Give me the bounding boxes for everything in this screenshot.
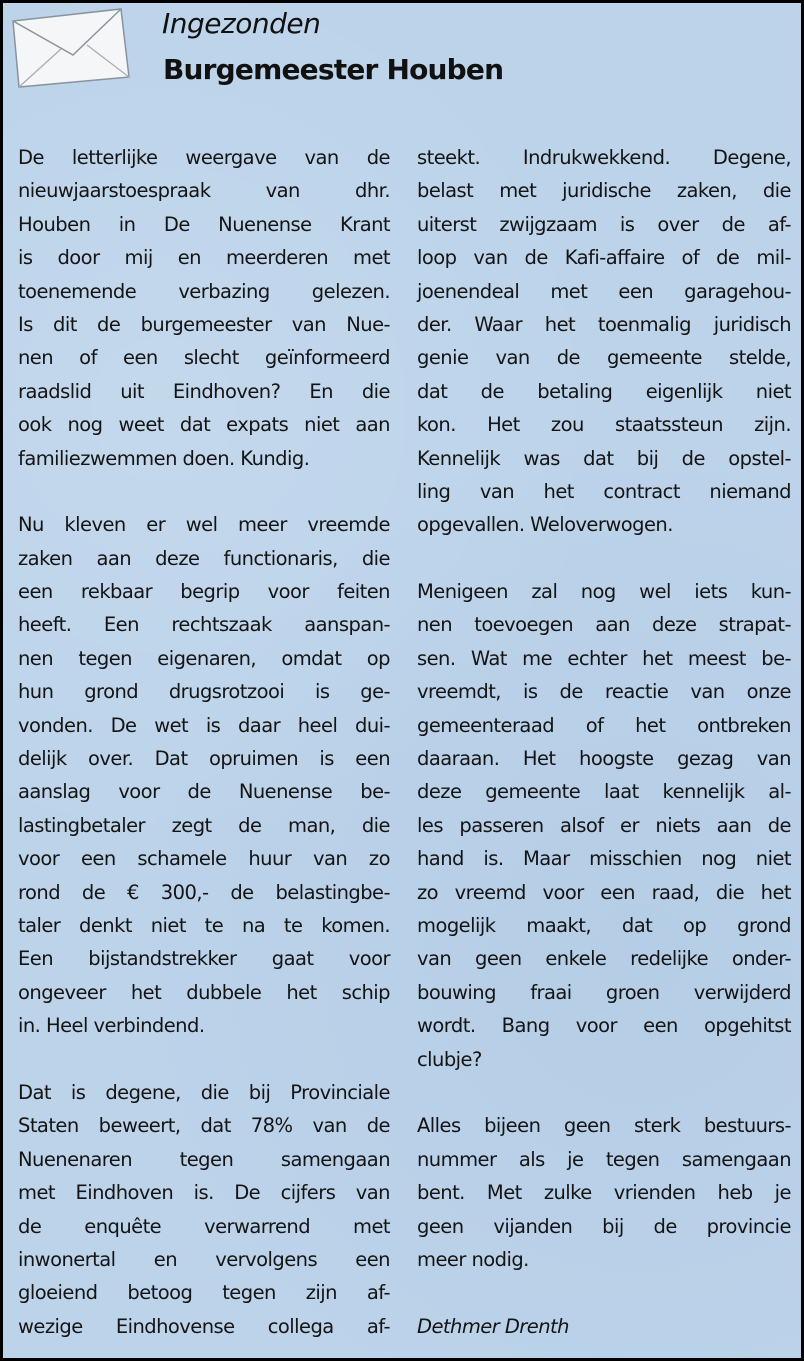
article-kicker: Ingezonden (162, 7, 321, 40)
text-line: nieuwjaarstoespraak van dhr. (18, 179, 390, 203)
text-line: delijk over. Dat opruimen is een (18, 747, 390, 771)
text-line: taler denkt niet te na te komen. (18, 913, 390, 937)
text-line: een rekbaar begrip voor feiten (18, 580, 390, 604)
text-line: mogelijk maakt, dat op grond (417, 913, 791, 937)
text-line: Kennelijk was dat bij de opstel- (417, 446, 791, 470)
article-headline: Burgemeester Houben (163, 53, 504, 86)
paragraph-gap (18, 475, 390, 508)
text-line: nen toevoegen aan deze strapat- (417, 613, 791, 637)
text-line: aanslag voor de Nuenense be- (18, 780, 390, 804)
text-line: les passeren alsof er niets aan de (417, 813, 791, 837)
text-line: hand is. Maar misschien nog niet (417, 847, 791, 871)
text-line: zaken aan deze functionaris, die (18, 546, 390, 570)
text-line: wordt. Bang voor een opgehitst (417, 1014, 791, 1038)
text-line: Staten beweert, dat 78% van de (18, 1114, 390, 1138)
text-line: loop van de Kafi-affaire of de mil- (417, 246, 791, 270)
text-line: inwonertal en vervolgens een (18, 1247, 390, 1271)
text-line: gemeenteraad of het ontbreken (417, 713, 791, 737)
text-line: joenendeal met een garagehou- (417, 279, 791, 303)
text-line: opgevallen. Weloverwogen. (417, 513, 673, 537)
text-line: ling van het contract niemand (417, 479, 791, 503)
text-line: belast met juridische zaken, die (417, 179, 791, 203)
text-line: dat de betaling eigenlijk niet (417, 379, 791, 403)
text-line: hun grond drugsrotzooi is ge- (18, 680, 390, 704)
text-line: uiterst zwijgzaam is over de af- (417, 212, 791, 236)
text-line: heeft. Een rechtszaak aanspan- (18, 613, 390, 637)
text-line: Nu kleven er wel meer vreemde (18, 513, 390, 537)
text-line: nummer als je tegen samengaan (417, 1147, 791, 1171)
text-line: Houben in De Nuenense Krant (18, 212, 390, 236)
text-line: lastingbetaler zegt de man, die (18, 813, 390, 837)
text-line: clubje? (417, 1047, 482, 1071)
text-line: zo vreemd voor een raad, die het (417, 880, 791, 904)
text-line: wezige Eindhovense collega af- (18, 1314, 390, 1338)
envelope-icon (9, 7, 133, 89)
text-line: kon. Het zou staatssteun zijn. (417, 413, 791, 437)
text-line: raadslid uit Eindhoven? En die (18, 379, 390, 403)
text-line: voor een schamele huur van zo (18, 847, 390, 871)
text-line: rond de € 300,- de belastingbe- (18, 880, 390, 904)
text-line: vonden. De wet is daar heel dui- (18, 713, 390, 737)
article-author: Dethmer Drenth (417, 1314, 569, 1338)
text-line: sen. Wat me echter het meest be- (417, 646, 791, 670)
text-line: deze gemeente laat kennelijk al- (417, 780, 791, 804)
text-line: de enquête verwarrend met (18, 1214, 390, 1238)
text-line: met Eindhoven is. De cijfers van (18, 1181, 390, 1205)
text-line: vreemdt, is de reactie van onze (417, 680, 791, 704)
text-line: ongeveer het dubbele het schip (18, 980, 390, 1004)
text-line: bouwing fraai groen verwijderd (417, 980, 791, 1004)
text-line: familiezwemmen doen. Kundig. (18, 446, 310, 470)
paragraph-gap (417, 1276, 791, 1309)
text-line: geen vijanden bij de provincie (417, 1214, 791, 1238)
text-line: nen of een slecht geïnformeerd (18, 346, 390, 370)
text-line: is door mij en meerderen met (18, 246, 390, 270)
text-line: der. Waar het toenmalig juridisch (417, 312, 791, 336)
text-line: Een bijstandstrekker gaat voor (18, 947, 390, 971)
text-line: ook nog weet dat expats niet aan (18, 413, 390, 437)
text-line: daaraan. Het hoogste gezag van (417, 747, 791, 771)
text-line: De letterlijke weergave van de (18, 146, 390, 169)
paragraph-gap (18, 1043, 390, 1076)
article-column-right (417, 141, 791, 1343)
text-line: bent. Met zulke vrienden heb je (417, 1181, 791, 1205)
article-column-left (18, 141, 390, 1343)
text-line: in. Heel verbindend. (18, 1014, 205, 1038)
text-line: Is dit de burgemeester van Nue- (18, 312, 390, 336)
text-line: toenemende verbazing gelezen. (18, 279, 390, 303)
text-line: meer nodig. (417, 1247, 529, 1271)
text-line: Alles bijeen geen sterk bestuurs- (417, 1114, 791, 1138)
text-line: Nuenenaren tegen samengaan (18, 1147, 390, 1171)
text-line: van geen enkele redelijke onder- (417, 947, 791, 971)
paragraph-gap (417, 1076, 791, 1109)
text-line: genie van de gemeente stelde, (417, 346, 791, 370)
text-line: nen tegen eigenaren, omdat op (18, 646, 390, 670)
paragraph-gap (417, 542, 791, 575)
text-line: gloeiend betoog tegen zijn af- (18, 1281, 390, 1305)
text-line: steekt. Indrukwekkend. Degene, (417, 146, 791, 169)
text-line: Menigeen zal nog wel iets kun- (417, 580, 791, 604)
newspaper-clipping (3, 3, 801, 1358)
text-line: Dat is degene, die bij Provinciale (18, 1080, 390, 1104)
